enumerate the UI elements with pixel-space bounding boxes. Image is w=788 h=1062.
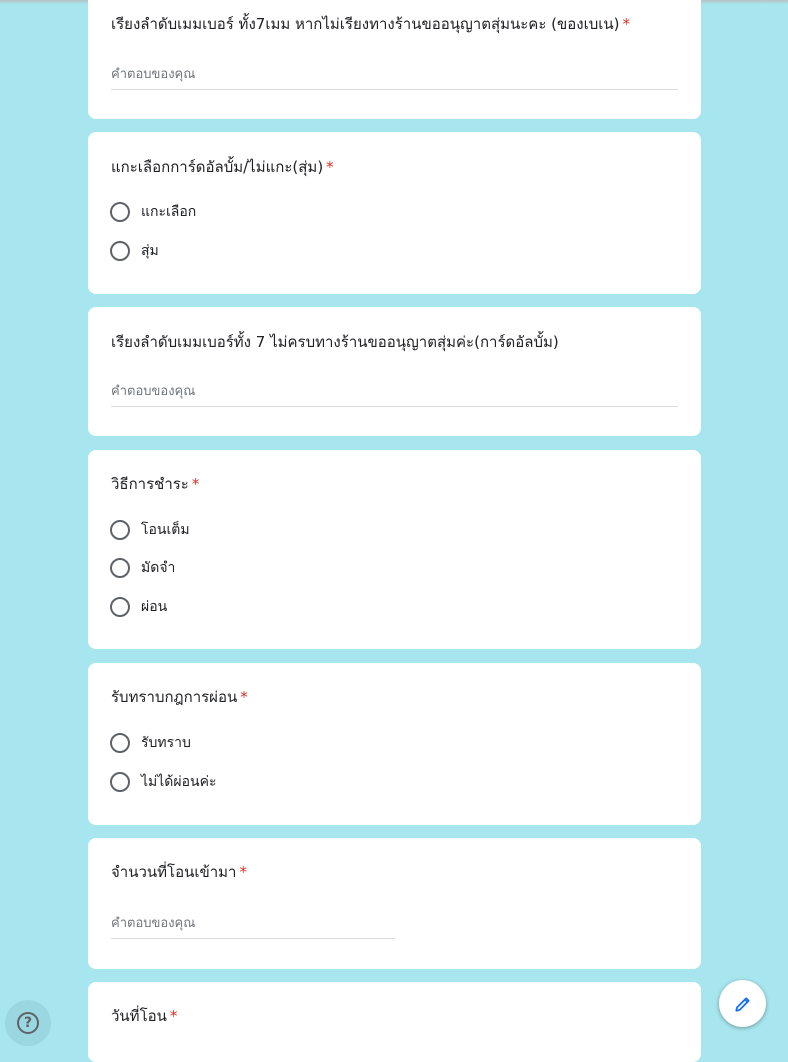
radio-button[interactable] <box>110 202 130 222</box>
question-title: วันที่โอน * <box>111 1007 178 1025</box>
option-label: ผ่อน <box>141 599 168 615</box>
radio-option-no-installment[interactable] <box>110 770 216 794</box>
required-asterisk: * <box>169 1007 178 1025</box>
radio-option-acknowledged[interactable] <box>110 731 191 755</box>
radio-option-pick[interactable] <box>110 200 196 224</box>
radio-button[interactable] <box>110 558 130 578</box>
question-title: แกะเลือกการ์ดอัลบั้ม/ไม่แกะ(สุ่ม) * <box>111 158 334 176</box>
help-circle-icon: ? <box>17 1012 39 1034</box>
radio-option-random[interactable] <box>110 239 159 263</box>
question-card-installment-rules <box>88 663 701 825</box>
answer-input-member-order-album[interactable] <box>111 378 678 404</box>
question-card-member-order-album <box>88 307 701 436</box>
answer-input-member-order[interactable] <box>111 61 678 87</box>
question-card-transfer-amount <box>88 838 701 969</box>
option-label: ไม่ได้ผ่อนค่ะ <box>141 774 217 790</box>
question-card-album-card <box>88 132 701 294</box>
help-button[interactable] <box>5 1000 51 1046</box>
option-label: แกะเลือก <box>141 204 197 220</box>
question-title: เรียงลำดับเมมเบอร์ทั้ง 7 ไม่ครบทางร้านขออนุญาตสุ่มค่ะ(การ์ดอัลบั้ม) <box>111 333 559 351</box>
radio-option-full-transfer[interactable] <box>110 518 190 542</box>
question-title: จำนวนที่โอนเข้ามา * <box>111 863 247 881</box>
required-asterisk: * <box>239 863 247 881</box>
question-title: เรียงลำดับเมมเบอร์ ทั้ง7เมม หากไม่เรียงทางร้านขออนุญาตสุ่มนะคะ (ของเบเน) * <box>111 15 630 33</box>
required-asterisk: * <box>191 475 200 493</box>
option-label: มัดจำ <box>141 560 176 576</box>
answer-input-transfer-amount[interactable] <box>111 910 395 936</box>
radio-button[interactable] <box>110 733 130 753</box>
radio-option-installment[interactable] <box>110 595 167 619</box>
radio-button[interactable] <box>110 520 130 540</box>
question-card-member-order <box>88 0 701 119</box>
question-card-transfer-date <box>88 982 701 1062</box>
option-label: รับทราบ <box>141 735 191 751</box>
answer-field[interactable] <box>111 910 395 939</box>
option-label: สุ่ม <box>141 243 159 259</box>
option-label: โอนเต็ม <box>141 522 190 538</box>
answer-field[interactable] <box>111 378 678 407</box>
answer-field[interactable] <box>111 61 678 90</box>
required-asterisk: * <box>326 158 334 176</box>
required-asterisk: * <box>622 15 630 33</box>
required-asterisk: * <box>240 688 248 706</box>
radio-button[interactable] <box>110 772 130 792</box>
edit-fab-button[interactable] <box>719 980 766 1027</box>
question-title: วิธีการชำระ * <box>111 475 200 493</box>
question-title: รับทราบกฎการผ่อน * <box>111 688 248 706</box>
question-card-payment-method <box>88 450 701 649</box>
radio-option-deposit[interactable] <box>110 556 175 580</box>
pencil-icon <box>733 994 753 1014</box>
radio-button[interactable] <box>110 241 130 261</box>
radio-button[interactable] <box>110 597 130 617</box>
